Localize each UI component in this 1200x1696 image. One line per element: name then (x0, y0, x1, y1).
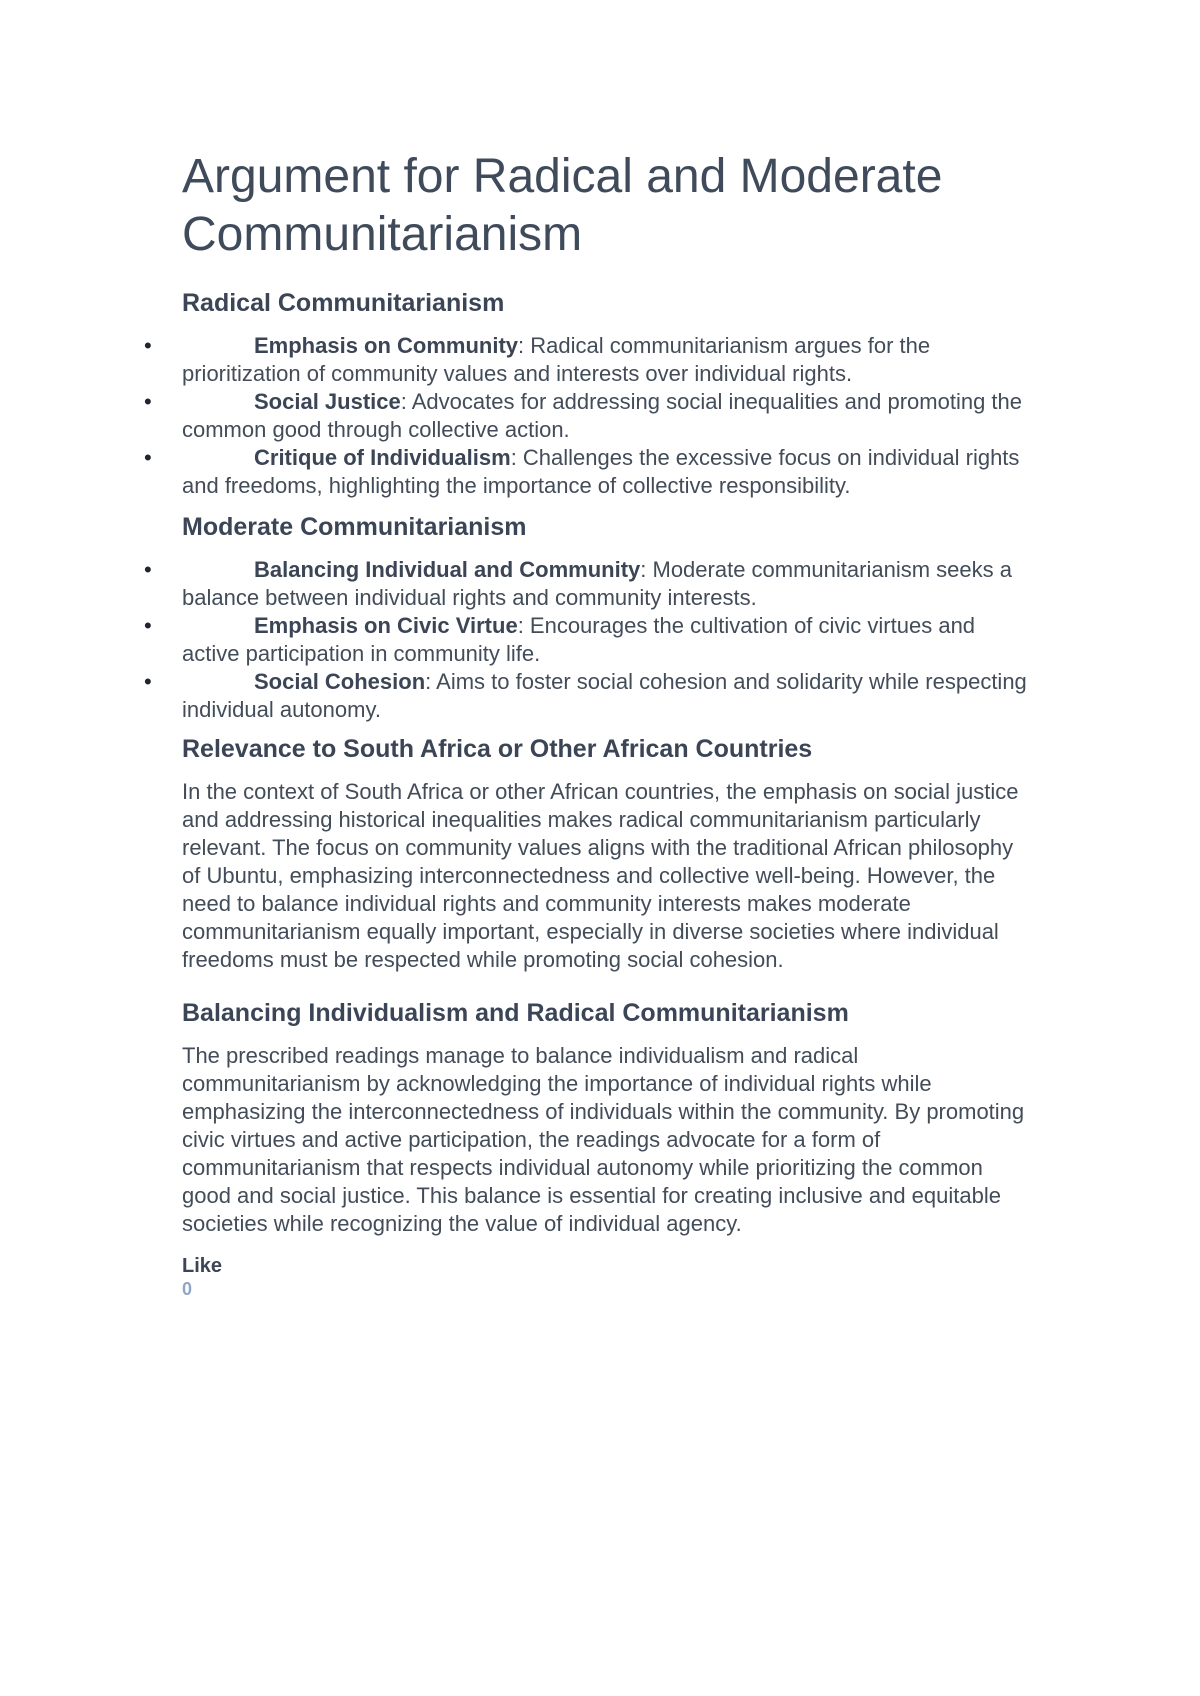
radical-heading: Radical Communitarianism (182, 289, 505, 317)
list-item (144, 668, 1032, 724)
bullet-icon: • (144, 669, 152, 694)
list-item-text: : Aims to foster social cohesion and solidarity while respecting individual autonomy. (182, 669, 1027, 722)
list-item (144, 444, 1032, 500)
list-item-term: Social Justice (254, 389, 401, 414)
moderate-heading: Moderate Communitarianism (182, 513, 527, 541)
list-item-term: Balancing Individual and Community (254, 557, 641, 582)
list-item-text: : Advocates for addressing social inequalities and promoting the common good through collective action. (182, 389, 1023, 442)
like-button[interactable]: Like (182, 1255, 223, 1277)
bullet-icon: • (144, 557, 152, 582)
page-title: Argument for Radical and Moderate Communitarianism (182, 150, 943, 261)
bullet-icon: • (144, 333, 152, 358)
bullet-icon: • (144, 445, 152, 470)
radical-list (144, 332, 1032, 500)
list-item-text: : Moderate communitarianism seeks a balance between individual rights and community interests. (182, 557, 1012, 610)
like-count: 0 (182, 1279, 193, 1299)
document-page (144, 148, 1032, 1300)
list-item (144, 388, 1032, 444)
list-item-term: Emphasis on Civic Virtue (254, 613, 518, 638)
list-item-term: Social Cohesion (254, 669, 426, 694)
list-item-text: : Radical communitarianism argues for the prioritization of community values and interests over individual rights. (182, 333, 931, 386)
list-item (144, 612, 1032, 668)
list-item (144, 332, 1032, 388)
relevance-heading: Relevance to South Africa or Other African Countries (182, 735, 813, 763)
bullet-icon: • (144, 613, 152, 638)
list-item-term: Critique of Individualism (254, 445, 511, 470)
list-item-text: : Encourages the cultivation of civic virtues and active participation in community life. (182, 613, 976, 666)
list-item-term: Emphasis on Community (254, 333, 519, 358)
list-item-text: : Challenges the excessive focus on individual rights and freedoms, highlighting the importance of collective responsibility. (182, 445, 1020, 498)
balancing-paragraph: The prescribed readings manage to balance individualism and radical communitarianism by acknowledging the importance of individual rights while emphasizing the interconnectedness of individuals within the community. By promoting civic virtues and active participation, the readings advocate for a form of communitarianism that respects individual autonomy while prioritizing the common good and social justice. This balance is essential for creating inclusive and equitable societies while recognizing the value of individual agency. (182, 1043, 1025, 1236)
list-item (144, 556, 1032, 612)
bullet-icon: • (144, 389, 152, 414)
balancing-heading: Balancing Individualism and Radical Communitarianism (182, 999, 849, 1027)
moderate-list (144, 556, 1032, 724)
relevance-paragraph: In the context of South Africa or other African countries, the emphasis on social justice and addressing historical inequalities makes radical communitarianism particularly relevant. The focus on community values aligns with the traditional African philosophy of Ubuntu, emphasizing interconnectedness and collective well-being. However, the need to balance individual rights and community interests makes moderate communitarianism equally important, especially in diverse societies where individual freedoms must be respected while promoting social cohesion. (182, 779, 1019, 972)
